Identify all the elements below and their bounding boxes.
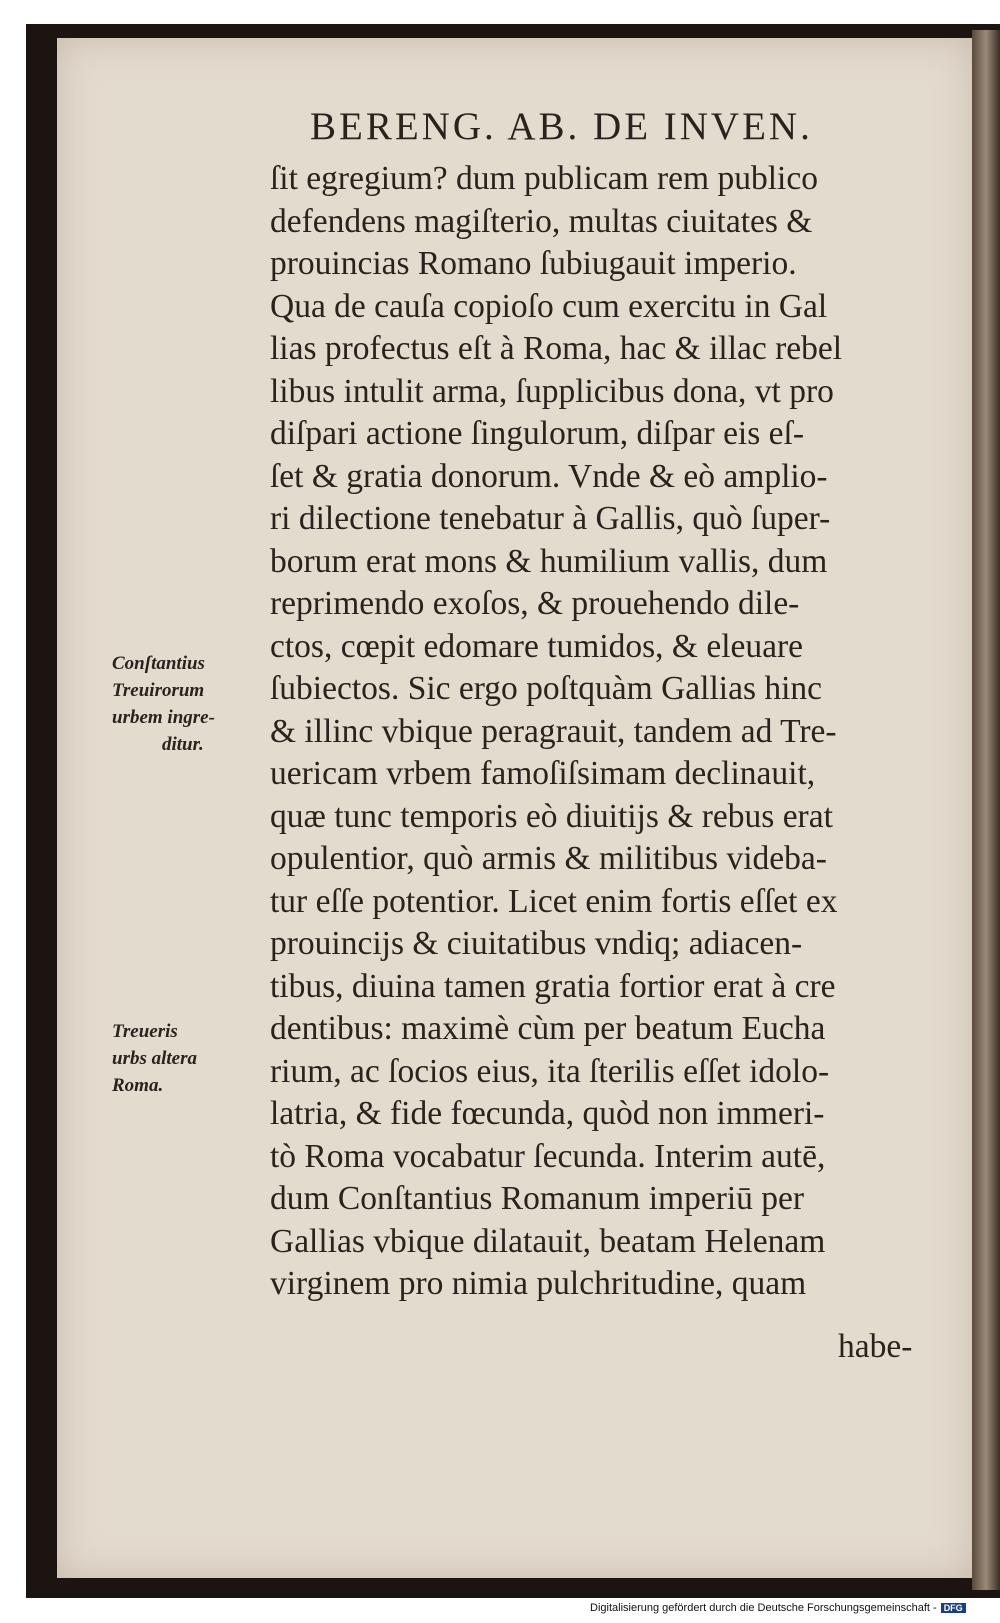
text-line: ſubiectos. Sic ergo poſtquàm Gallias hinc <box>270 670 823 707</box>
text-line: tò Roma vocabatur ſecunda. Interim autē, <box>270 1137 826 1175</box>
marginal-note-line: Conſtantius <box>112 653 205 674</box>
text-line: Qua de cauſa copioſo cum exercitu in Gal <box>270 287 828 325</box>
marginal-note-line: Treueris <box>112 1021 178 1042</box>
text-line: diſpari actione ſingulorum, diſpar eis eſ- <box>270 415 804 452</box>
text-line: prouincias Romano ſubiugauit imperio. <box>270 245 797 282</box>
body-text <box>270 158 930 1306</box>
text-line: defendens magiſterio, multas ciuitates & <box>270 202 813 240</box>
marginal-note-line: urbem ingre- <box>112 707 215 728</box>
text-line: virginem pro nimia pulchritudine, quam <box>270 1265 807 1302</box>
text-line: tur eſſe potentior. Licet enim fortis eſſet ex <box>270 882 838 920</box>
text-line: lias profectus eſt à Roma, hac & illac rebel <box>270 330 843 367</box>
text-line: & illinc vbique peragrauit, tandem ad Tre- <box>270 712 837 750</box>
marginal-note-line: urbs altera <box>112 1048 197 1069</box>
marginal-note-line: ditur. <box>162 734 204 755</box>
catchword: habe- <box>838 1328 913 1365</box>
text-line: tibus, diuina tamen gratia fortior erat à cre <box>270 967 836 1005</box>
text-line: ctos, cœpit edomare tumidos, & eleuare <box>270 627 804 665</box>
text-line: Gallias vbique dilatauit, beatam Helenam <box>270 1222 826 1260</box>
credit-text: Digitalisierung gefördert durch die Deutsche Forschungsgemeinschaft - <box>590 1602 937 1614</box>
text-line: ſet & gratia donorum. Vnde & eò amplio- <box>270 457 828 495</box>
text-line: borum erat mons & humilium vallis, dum <box>270 542 828 580</box>
text-line: quæ tunc temporis eò diuitijs & rebus erat <box>270 797 833 835</box>
text-line: reprimendo exoſos, & prouehendo dile- <box>270 585 800 622</box>
digitization-credit <box>590 1602 966 1614</box>
text-line: prouincijs & ciuitatibus vndiq; adiacen- <box>270 925 803 962</box>
text-line: rium, ac ſocios eius, ita ſterilis eſſet idolo- <box>270 1052 830 1090</box>
text-line: latria, & fide fœcunda, quòd non immeri- <box>270 1095 825 1132</box>
text-line: libus intulit arma, ſupplicibus dona, vt pro <box>270 372 834 410</box>
text-line: ri dilectione tenebatur à Gallis, quò ſuper- <box>270 500 831 537</box>
marginal-note <box>112 650 260 758</box>
dfg-logo: DFG <box>941 1603 966 1613</box>
page-edge <box>972 30 1000 1590</box>
text-line: ſit egregium? dum publicam rem publico <box>270 160 818 197</box>
marginal-note <box>112 1018 242 1099</box>
marginal-note-line: Treuirorum <box>112 680 205 701</box>
text-line: opulentior, quò armis & militibus videba- <box>270 840 827 877</box>
running-header: BERENG. AB. DE INVEN. <box>310 105 813 148</box>
text-line: dum Conſtantius Romanum imperiū per <box>270 1180 805 1217</box>
text-line: dentibus: maximè cùm per beatum Eucha <box>270 1010 826 1047</box>
marginal-note-line: Roma. <box>112 1075 164 1096</box>
text-line: uericam vrbem famoſiſsimam declinauit, <box>270 755 816 792</box>
